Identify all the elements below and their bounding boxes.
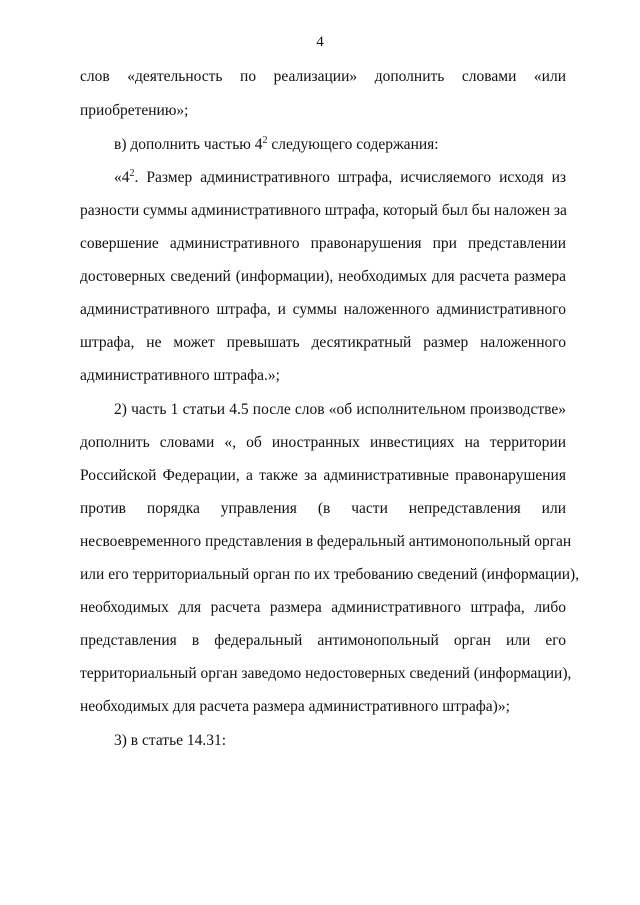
text-line-16: или его территориальный орган по их требованию сведений (информации), (80, 566, 580, 583)
text-line-21: 3) в статье 14.31: (114, 732, 227, 749)
text-line-11: 2) часть 1 статьи 4.5 после слов «об исполнительном производстве» (114, 401, 566, 418)
superscript-2: 2 (262, 134, 268, 146)
text-line-7: достоверных сведений (информации), необходимых для расчета размера (80, 268, 566, 285)
text-line-13: Российской Федерации, а также за административные правонарушения (80, 467, 566, 484)
text-line-5: разности суммы административного штрафа, который был бы наложен за (80, 202, 567, 219)
text-line-4-suffix: . Размер административного штрафа, исчисляемого исходя из (134, 169, 566, 186)
text-line-12: дополнить словами «, об иностранных инвестициях на территории (80, 434, 566, 451)
text-line-8: административного штрафа, и суммы наложенного административного (80, 301, 566, 318)
page-number: 4 (316, 34, 324, 50)
text-line-1: слов «деятельность по реализации» дополнить словами «или (80, 68, 566, 85)
text-line-15: несвоевременного представления в федеральный антимонопольный орган (80, 533, 572, 550)
text-line-14: против порядка управления (в части непредставления или (80, 500, 566, 517)
text-line-3-suffix: следующего содержания: (267, 136, 439, 153)
text-line-3 (114, 135, 566, 155)
text-line-3-prefix: в) дополнить частью 4 (114, 136, 263, 153)
text-line-20: необходимых для расчета размера административного штрафа)»; (80, 698, 510, 715)
text-line-9: штрафа, не может превышать десятикратный размер наложенного (80, 334, 566, 351)
text-line-4 (114, 168, 566, 188)
superscript-2: 2 (129, 167, 135, 179)
text-line-19: территориальный орган заведомо недостоверных сведений (информации), (80, 665, 572, 682)
text-line-4-prefix: «4 (114, 169, 130, 186)
text-line-17: необходимых для расчета размера административного штрафа, либо (80, 599, 566, 616)
text-line-18: представления в федеральный антимонопольный орган или его (80, 632, 566, 649)
text-line-6: совершение административного правонарушения при представлении (80, 235, 566, 252)
text-line-2: приобретению»; (80, 102, 189, 119)
text-line-10: административного штрафа.»; (80, 367, 280, 384)
